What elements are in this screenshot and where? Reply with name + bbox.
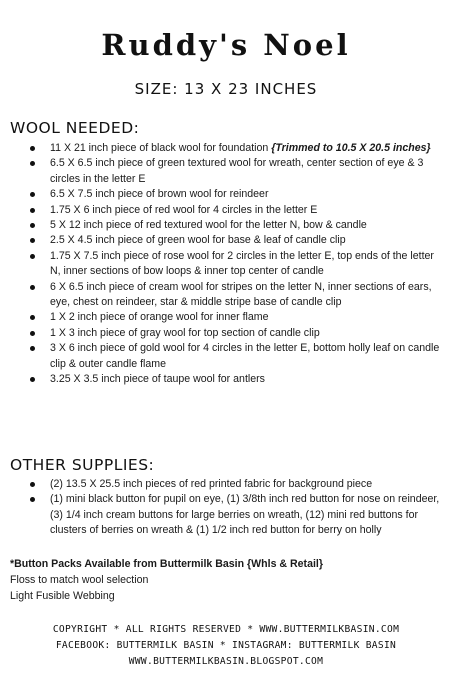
wool-list — [30, 141, 445, 388]
bullet-icon — [30, 482, 35, 487]
list-item — [30, 233, 445, 248]
bullet-icon — [30, 238, 35, 243]
list-item — [30, 203, 445, 218]
pattern-size: SIZE: 13 X 23 INCHES — [134, 80, 318, 98]
item-text: 2.5 X 4.5 inch piece of green wool for base & leaf of candle clip — [50, 234, 346, 247]
list-item — [30, 249, 445, 280]
item-note: {Trimmed to 10.5 X 20.5 inches} — [271, 142, 431, 154]
pattern-title: Ruddy's Noel — [101, 28, 351, 62]
item-text: 6.5 X 6.5 inch piece of green textured wool for wreath, center section of eye & 3 circles in the letter E — [50, 157, 424, 185]
list-item — [30, 310, 445, 325]
list-item — [30, 218, 445, 233]
footer-copyright: COPYRIGHT * ALL RIGHTS RESERVED * WWW.BUTTERMILKBASIN.COM — [52, 624, 400, 635]
bullet-icon — [30, 497, 35, 502]
button-packs-note: *Button Packs Available from Buttermilk Basin {Whls & Retail} — [10, 558, 323, 570]
bullet-icon — [30, 315, 35, 320]
list-item — [30, 326, 445, 341]
other-supplies-heading: OTHER SUPPLIES: — [10, 456, 155, 474]
bullet-icon — [30, 377, 35, 382]
item-text: (1) mini black button for pupil on eye, (1) 3/8th inch red button for nose on reindeer, (3) 1/4 inch cream buttons for large berries on wreath, (12) mini red buttons for clusters of berries on wreath & (1) 1/2 inch red button for berry on holly — [50, 493, 440, 537]
bullet-icon — [30, 161, 35, 166]
bullet-icon — [30, 146, 35, 151]
item-text: 1 X 3 inch piece of gray wool for top section of candle clip — [50, 326, 320, 339]
item-text: 6.5 X 7.5 inch piece of brown wool for reindeer — [50, 188, 269, 201]
floss-note: Floss to match wool selection — [10, 574, 149, 586]
list-item — [30, 492, 445, 538]
item-text: 5 X 12 inch piece of red textured wool for the letter N, bow & candle — [50, 219, 367, 232]
list-item — [30, 156, 445, 187]
bullet-icon — [30, 285, 35, 290]
item-text: 3 X 6 inch piece of gold wool for 4 circles in the letter E, bottom holly leaf on candle clip & outer candle flame — [50, 342, 440, 370]
other-supplies-list — [30, 477, 445, 539]
item-text: 1.75 X 7.5 inch piece of rose wool for 2 circles in the letter E, top ends of the letter N, inner sections of bow loops & inner top center of candle — [50, 249, 434, 278]
item-text: 1.75 X 6 inch piece of red wool for 4 circles in the letter E — [50, 203, 318, 216]
footer-social: FACEBOOK: BUTTERMILK BASIN * INSTAGRAM: BUTTERMILK BASIN — [55, 640, 397, 651]
fusible-note: Light Fusible Webbing — [10, 590, 115, 602]
item-text: 1 X 2 inch piece of orange wool for inner flame — [50, 311, 269, 324]
item-text: 11 X 21 inch piece of black wool for foundation — [50, 142, 272, 154]
bullet-icon — [30, 192, 35, 197]
list-item — [30, 141, 445, 156]
bullet-icon — [30, 208, 35, 213]
bullet-icon — [30, 346, 35, 351]
bullet-icon — [30, 223, 35, 228]
list-item — [30, 341, 445, 372]
list-item — [30, 372, 445, 387]
item-text: 3.25 X 3.5 inch piece of taupe wool for antlers — [50, 373, 265, 386]
list-item — [30, 187, 445, 202]
list-item — [30, 280, 445, 311]
item-text: (2) 13.5 X 25.5 inch pieces of red printed fabric for background piece — [50, 478, 373, 490]
footer-blog: WWW.BUTTERMILKBASIN.BLOGSPOT.COM — [128, 656, 324, 667]
wool-needed-heading: WOOL NEEDED: — [10, 119, 140, 137]
list-item — [30, 477, 445, 492]
bullet-icon — [30, 331, 35, 336]
bullet-icon — [30, 254, 35, 259]
item-text: 6 X 6.5 inch piece of cream wool for stripes on the letter N, inner sections of ears, eye, chest on reindeer, star & middle stripe base of candle clip — [50, 280, 432, 309]
